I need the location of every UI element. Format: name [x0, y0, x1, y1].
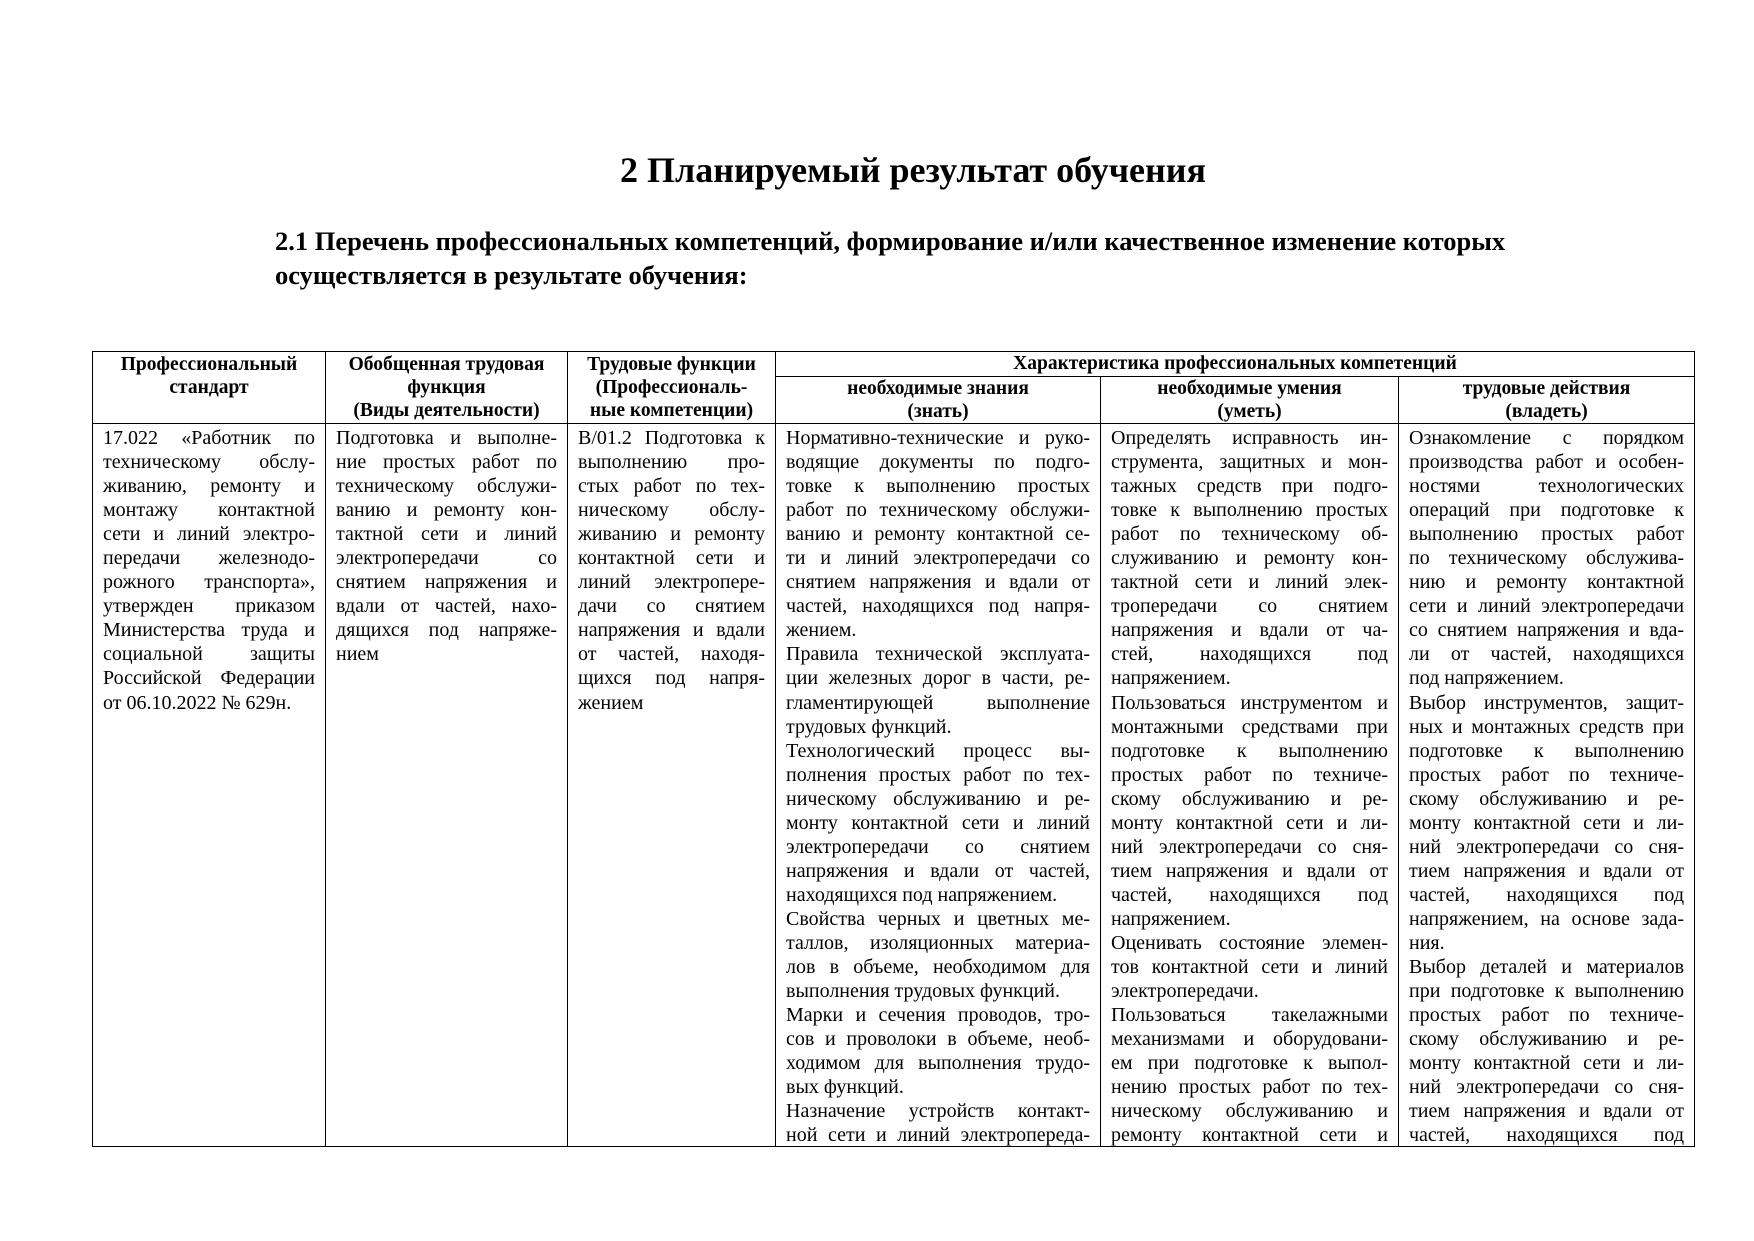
subsection-title-line: 2.1 Перечень профессиональных компетенций, формирование и/или качественное изменение которых	[275, 226, 1506, 256]
text-line: выполнения трудовых функций.	[786, 980, 1060, 1003]
cell-paragraph	[1111, 426, 1388, 691]
subsection-title	[275, 224, 1695, 292]
header-skills	[1101, 377, 1399, 424]
text-line: напряжением, на основе зада-	[1409, 907, 1685, 930]
cell-actions	[1399, 424, 1695, 1147]
text-line: рожного транспорта»,	[103, 571, 315, 594]
text-line: передачи железнодо-	[103, 547, 315, 570]
text-line: струмента, защитных и мон-	[1111, 451, 1388, 474]
text-line: снятием напряжения и вдали от	[786, 571, 1090, 594]
text-line: живанию, ремонту и	[103, 475, 315, 498]
text-line: монтажными средствами при	[1111, 715, 1388, 738]
text-line: трудовых функций.	[786, 715, 952, 738]
text-line: по техническому обслужива-	[1409, 547, 1685, 570]
text-line: таллов, изоляционных материа-	[786, 931, 1090, 954]
text-line: ем при подготовке к выпол-	[1111, 1052, 1388, 1075]
text-line: гламентирующей выполнение	[786, 691, 1090, 714]
cell-paragraph	[1409, 426, 1684, 691]
text-line: производства работ и особен-	[1409, 451, 1685, 474]
text-line: утвержден приказом	[103, 595, 315, 618]
text-line: находящихся под напряжением.	[786, 883, 1058, 906]
text-line: нению простых работ по тех-	[1111, 1076, 1388, 1099]
text-line: ний электропередачи со сня-	[1409, 1076, 1685, 1099]
text-line: линий электропере-	[578, 571, 765, 594]
text-line: ний электропередачи со сня-	[1111, 835, 1388, 858]
text-line: ванию и ремонту кон-	[336, 499, 557, 522]
text-line: выполнению про-	[578, 451, 765, 474]
text-line: монтажу контактной	[103, 499, 315, 522]
text-line: скому обслуживанию и ре-	[1409, 787, 1685, 810]
text-line: работ по техническому обслужи-	[786, 499, 1090, 522]
text-line: электропередачи.	[1111, 980, 1259, 1003]
text-line: сети и линий электропередачи	[1409, 595, 1685, 618]
text-line: полнения простых работ по тех-	[786, 763, 1090, 786]
text-line: со снятием напряжения и вда-	[1409, 619, 1685, 642]
cell-paragraph	[786, 1099, 1090, 1146]
text-line: товке к выполнению простых	[786, 475, 1090, 498]
text-line: напряжением.	[1111, 667, 1231, 690]
text-line: частей, находящихся под	[1409, 1124, 1685, 1146]
header-line: функция	[407, 377, 486, 398]
text-line: стых работ по тех-	[578, 475, 765, 498]
text-line: электропередачи со снятием	[786, 835, 1090, 858]
text-line: Оценивать состояние элемен-	[1111, 931, 1388, 954]
text-line: тактной сети и линий элек-	[1111, 571, 1388, 594]
text-line: операций при подготовке к	[1409, 499, 1685, 522]
text-line: подготовке к выполнению	[1111, 739, 1388, 762]
text-line: работ по техническому об-	[1111, 523, 1388, 546]
text-line: тов контактной сети и линий	[1111, 956, 1388, 979]
text-line: Правила технической эксплуата-	[786, 643, 1090, 666]
cell-prof-standard	[93, 424, 326, 1147]
text-line: 17.022 «Работник по	[103, 427, 315, 449]
text-line: выполнению простых работ	[1409, 523, 1685, 546]
text-line: ходимом для выполнения трудо-	[786, 1052, 1090, 1075]
section-title: 2 Планируемый результат обучения	[620, 150, 1206, 190]
text-line: тропередачи со снятием	[1111, 595, 1388, 618]
text-line: Марки и сечения проводов, тро-	[786, 1004, 1090, 1027]
header-line: необходимые умения	[1157, 378, 1342, 399]
cell-paragraph	[786, 426, 1090, 642]
text-line: ванию и ремонту контактной се-	[786, 523, 1090, 546]
text-line: ции железных дорог в части, ре-	[786, 667, 1090, 690]
text-line: ных и монтажных средств при	[1409, 715, 1685, 738]
text-line: частей, находящихся под	[1409, 883, 1685, 906]
text-line: ния.	[1409, 931, 1445, 954]
text-line: ти и линий электропередачи со	[786, 547, 1090, 570]
text-line: контактной сети и	[578, 547, 765, 570]
text-line: сети и линий электро-	[103, 523, 315, 546]
cell-paragraph	[1409, 955, 1684, 1146]
text-line: ремонту контактной сети и	[1111, 1124, 1388, 1146]
text-line: стей, находящихся под	[1111, 643, 1388, 666]
cell-paragraph	[578, 426, 765, 715]
text-line: лов в объеме, необходимом для	[786, 956, 1090, 979]
text-line: простых работ по техниче-	[1409, 1004, 1685, 1027]
text-line: Технологический процесс вы-	[786, 739, 1090, 762]
table-row	[93, 424, 1695, 1147]
text-line: частей, находящихся под	[1111, 883, 1388, 906]
text-line: социальной защиты	[103, 643, 315, 666]
text-line: ностями технологических	[1409, 475, 1685, 498]
header-line: стандарт	[169, 377, 249, 398]
text-line: напряжением.	[1111, 907, 1231, 930]
competencies-table	[92, 351, 1695, 1147]
text-line: ний электропередачи со сня-	[1409, 835, 1685, 858]
header-labor-functions	[568, 352, 776, 424]
cell-skills	[1101, 424, 1399, 1147]
text-line: монту контактной сети и ли-	[1409, 811, 1685, 834]
text-line: Выбор деталей и материалов	[1409, 956, 1685, 979]
text-line: от 06.10.2022 № 629н.	[103, 691, 292, 714]
text-line: сов и проволоки в объеме, необ-	[786, 1028, 1090, 1051]
cell-paragraph	[1111, 691, 1388, 931]
text-line: скому обслуживанию и ре-	[1111, 787, 1388, 810]
header-generalized-function	[326, 352, 568, 424]
text-line: тием напряжения и вдали от	[1111, 859, 1388, 882]
text-line: ной сети и линий электропереда-	[786, 1124, 1090, 1146]
cell-paragraph	[786, 907, 1090, 1003]
cell-paragraph	[1111, 1003, 1388, 1146]
text-line: Свойства черных и цветных ме-	[786, 907, 1090, 930]
header-knowledge	[776, 377, 1101, 424]
header-line: (уметь)	[1217, 401, 1282, 422]
text-line: Назначение устройств контакт-	[786, 1100, 1090, 1123]
cell-knowledge	[776, 424, 1101, 1147]
text-line: монту контактной сети и ли-	[1409, 1052, 1685, 1075]
text-line: техническому обслужи-	[336, 475, 557, 498]
header-line: (владеть)	[1505, 401, 1588, 422]
cell-paragraph	[336, 426, 557, 666]
text-line: щихся под напря-	[578, 667, 765, 690]
text-line: тажных средств при подго-	[1111, 475, 1388, 498]
text-line: Определять исправность ин-	[1111, 427, 1388, 449]
text-line: напряжения и вдали	[578, 619, 765, 642]
text-line: тактной сети и линий	[336, 523, 557, 546]
text-line: скому обслуживанию и ре-	[1409, 1028, 1685, 1051]
text-line: ническому обслуживанию и	[1111, 1100, 1388, 1123]
text-line: жением.	[786, 619, 857, 642]
text-line: Подготовка и выполне-	[336, 427, 557, 449]
text-line: вых функций.	[786, 1076, 904, 1099]
header-line: Обобщенная трудовая	[348, 354, 545, 375]
text-line: Выбор инструментов, защит-	[1409, 691, 1685, 714]
cell-paragraph	[786, 739, 1090, 907]
text-line: Пользоваться такелажными	[1111, 1004, 1388, 1027]
text-line: водящие документы по подго-	[786, 451, 1090, 474]
text-line: ническому обслу-	[578, 499, 765, 522]
header-line: Профессиональный	[120, 354, 298, 375]
text-line: при подготовке к выполнению	[1409, 980, 1685, 1003]
text-line: тием напряжения и вдали от	[1409, 1100, 1685, 1123]
header-line: (Профессиональ-	[595, 377, 748, 398]
text-line: вдали от частей, нахо-	[336, 595, 557, 618]
text-line: дящихся под напряже-	[336, 619, 557, 642]
text-line: простых работ по техниче-	[1111, 763, 1388, 786]
cell-generalized-function	[326, 424, 568, 1147]
text-line: техническому обслу-	[103, 451, 315, 474]
cell-paragraph	[786, 1003, 1090, 1099]
text-line: Министерства труда и	[103, 619, 315, 642]
header-line: необходимые знания	[847, 378, 1029, 399]
text-line: Нормативно-технические и руко-	[786, 427, 1090, 449]
cell-paragraph	[1409, 691, 1684, 956]
header-prof-standard	[93, 352, 326, 424]
text-line: нию и ремонту контактной	[1409, 571, 1685, 594]
header-actions	[1399, 377, 1695, 424]
text-line: ние простых работ по	[336, 451, 557, 474]
text-line: В/01.2 Подготовка к	[578, 427, 765, 449]
header-line: (Виды деятельности)	[353, 400, 540, 421]
text-line: механизмами и оборудовани-	[1111, 1028, 1388, 1051]
text-line: ническому обслуживанию и ре-	[786, 787, 1090, 810]
text-line: напряжения и вдали от частей,	[786, 859, 1090, 882]
cell-paragraph	[103, 426, 315, 715]
text-line: ли от частей, находящихся	[1409, 643, 1685, 666]
cell-labor-functions	[568, 424, 776, 1147]
cell-paragraph	[1111, 931, 1388, 1003]
text-line: электропередачи со	[336, 547, 557, 570]
text-line: жением	[578, 691, 644, 714]
text-line: Пользоваться инструментом и	[1111, 691, 1388, 714]
text-line: живанию и ремонту	[578, 523, 765, 546]
text-line: дачи со снятием	[578, 595, 765, 618]
text-line: подготовке к выполнению	[1409, 739, 1685, 762]
header-line: (знать)	[907, 401, 969, 422]
header-line: ные компетенции)	[589, 400, 754, 421]
text-line: напряжения и вдали от ча-	[1111, 619, 1388, 642]
text-line: простых работ по техниче-	[1409, 763, 1685, 786]
text-line: под напряжением.	[1409, 667, 1564, 690]
text-line: товке к выполнению простых	[1111, 499, 1388, 522]
cell-paragraph	[786, 642, 1090, 738]
text-line: монту контактной сети и линий	[786, 811, 1090, 834]
text-line: монту контактной сети и ли-	[1111, 811, 1388, 834]
text-line: от частей, находя-	[578, 643, 765, 666]
header-line: Трудовые функции	[587, 354, 756, 375]
text-line: служиванию и ремонту кон-	[1111, 547, 1388, 570]
text-line: Российской Федерации	[103, 667, 315, 690]
text-line: нием	[336, 643, 379, 666]
text-line: снятием напряжения и	[336, 571, 557, 594]
text-line: частей, находящихся под напря-	[786, 595, 1090, 618]
subsection-title-line: осуществляется в результате обучения:	[275, 260, 748, 290]
text-line: Ознакомление с порядком	[1409, 427, 1685, 449]
header-characteristic: Характеристика профессиональных компетенций	[776, 352, 1695, 377]
text-line: тием напряжения и вдали от	[1409, 859, 1685, 882]
header-line: трудовые действия	[1462, 378, 1631, 399]
